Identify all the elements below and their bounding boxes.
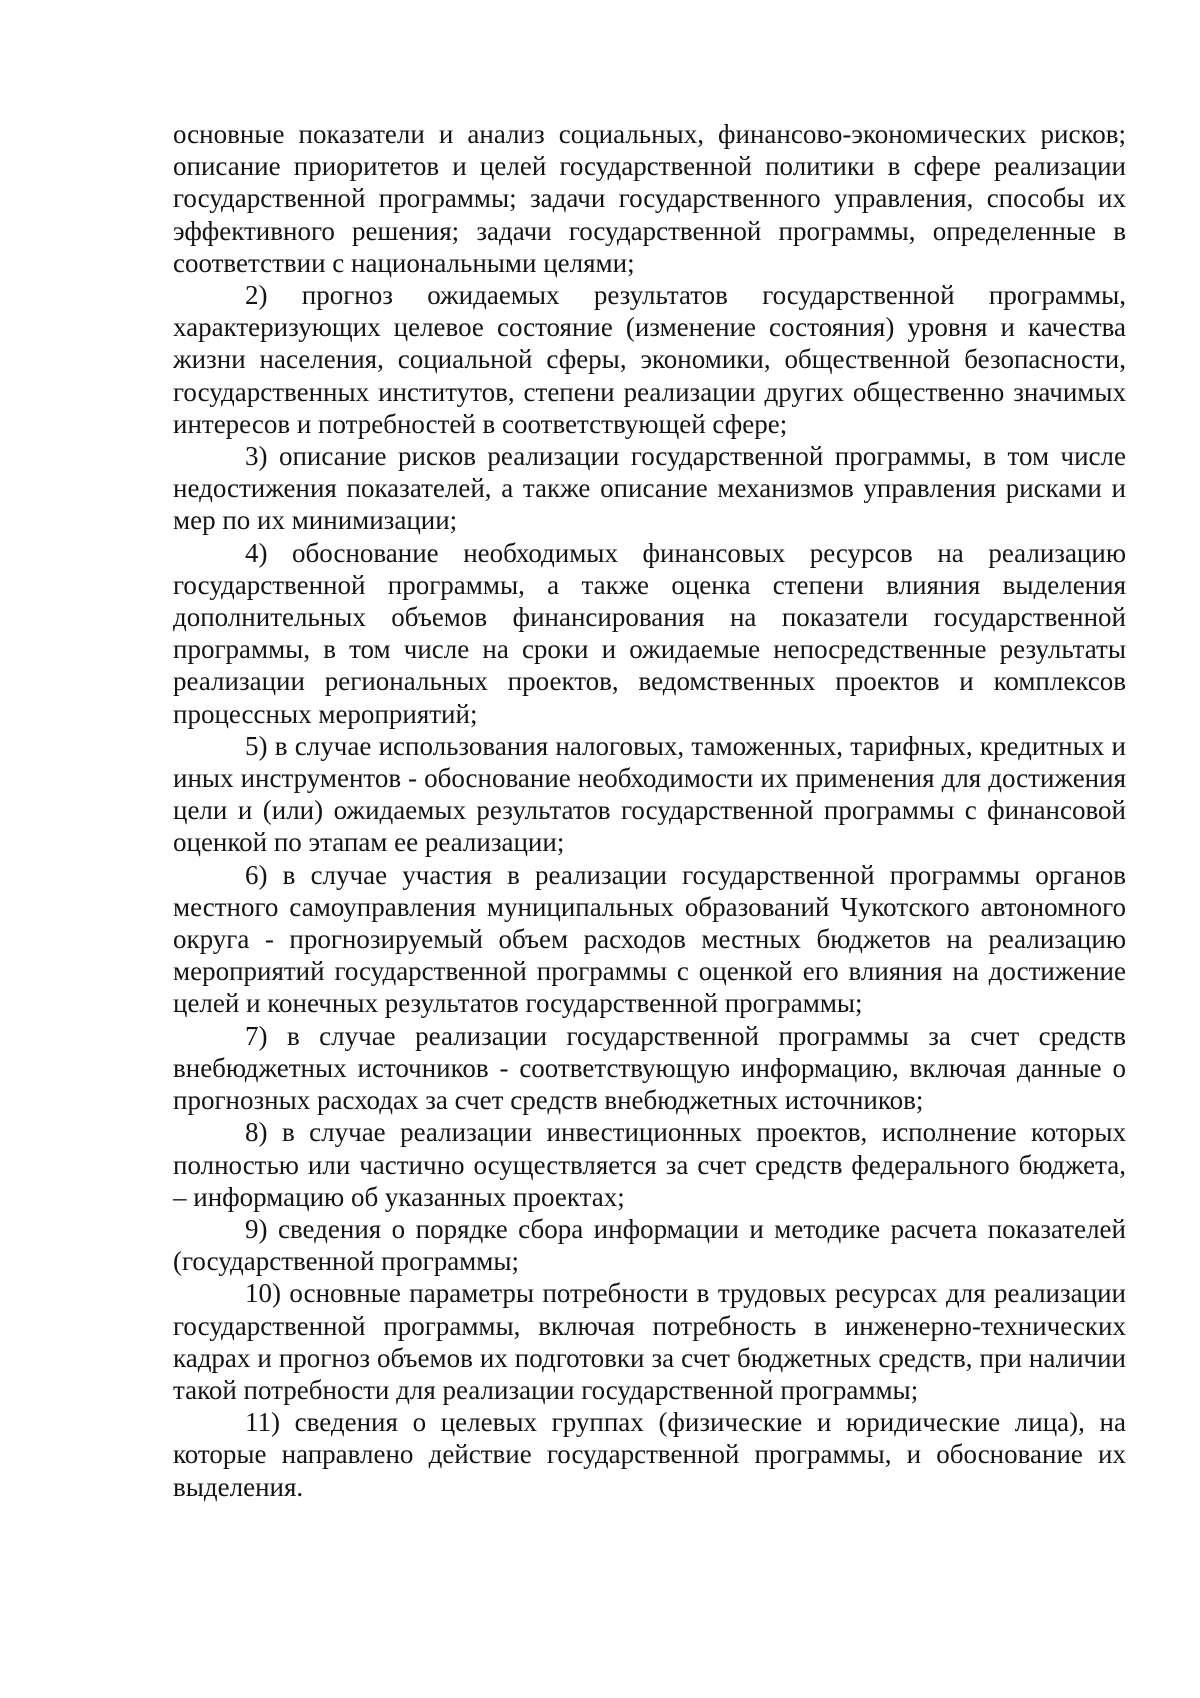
- paragraph-item-11: 11) сведения о целевых группах (физические и юридические лица), на которые направлено действие государственной программы, и обоснование их выделения.: [173, 1407, 1126, 1502]
- paragraph-continuation: основные показатели и анализ социальных, финансово-экономических рисков; описание приоритетов и целей государственной политики в сфере реализации государственной программы; задачи государственного управления, способы их эффективного решения; задачи государственной программы, определенные в соответствии с национальными целями;: [173, 119, 1126, 278]
- paragraph-item-3: 3) описание рисков реализации государственной программы, в том числе недостижения показателей, а также описание механизмов управления рисками и мер по их минимизации;: [173, 441, 1126, 536]
- paragraph-item-4: 4) обоснование необходимых финансовых ресурсов на реализацию государственной программы, а также оценка степени влияния выделения дополнительных объемов финансирования на показатели государственной программы, в том числе на сроки и ожидаемые непосредственные результаты реализации региональных проектов, ведомственных проектов и комплексов процессных мероприятий;: [173, 537, 1126, 729]
- paragraph-item-7: 7) в случае реализации государственной программы за счет средств внебюджетных источников - соответствующую информацию, включая данные о прогнозных расходах за счет средств внебюджетных источников;: [173, 1020, 1126, 1116]
- paragraph-item-5: 5) в случае использования налоговых, таможенных, тарифных, кредитных и иных инструментов - обоснование необходимости их применения для достижения цели и (или) ожидаемых результатов государственной программы с финансовой оценкой по этапам ее реализации;: [173, 730, 1126, 858]
- document-body: [173, 118, 1126, 1503]
- paragraph-item-2: 2) прогноз ожидаемых результатов государственной программы, характеризующих целевое состояние (изменение состояния) уровня и качества жизни населения, социальной сферы, экономики, общественной безопасности, государственных институтов, степени реализации других общественно значимых интересов и потребностей в соответствующей сфере;: [173, 280, 1126, 439]
- paragraph-item-9: 9) сведения о порядке сбора информации и методике расчета показателей (государственной программы;: [173, 1213, 1126, 1277]
- paragraph-item-10: 10) основные параметры потребности в трудовых ресурсах для реализации государственной программы, включая потребность в инженерно-технических кадрах и прогноз объемов их подготовки за счет бюджетных средств, при наличии такой потребности для реализации государственной программы;: [173, 1278, 1126, 1405]
- paragraph-item-6: 6) в случае участия в реализации государственной программы органов местного самоуправления муниципальных образований Чукотского автономного округа - прогнозируемый объем расходов местных бюджетов на реализацию мероприятий государственной программы с оценкой его влияния на достижение целей и конечных результатов государственной программы;: [173, 859, 1126, 1019]
- paragraph-item-8: 8) в случае реализации инвестиционных проектов, исполнение которых полностью или частично осуществляется за счет средств федерального бюджета, – информацию об указанных проектах;: [173, 1117, 1126, 1212]
